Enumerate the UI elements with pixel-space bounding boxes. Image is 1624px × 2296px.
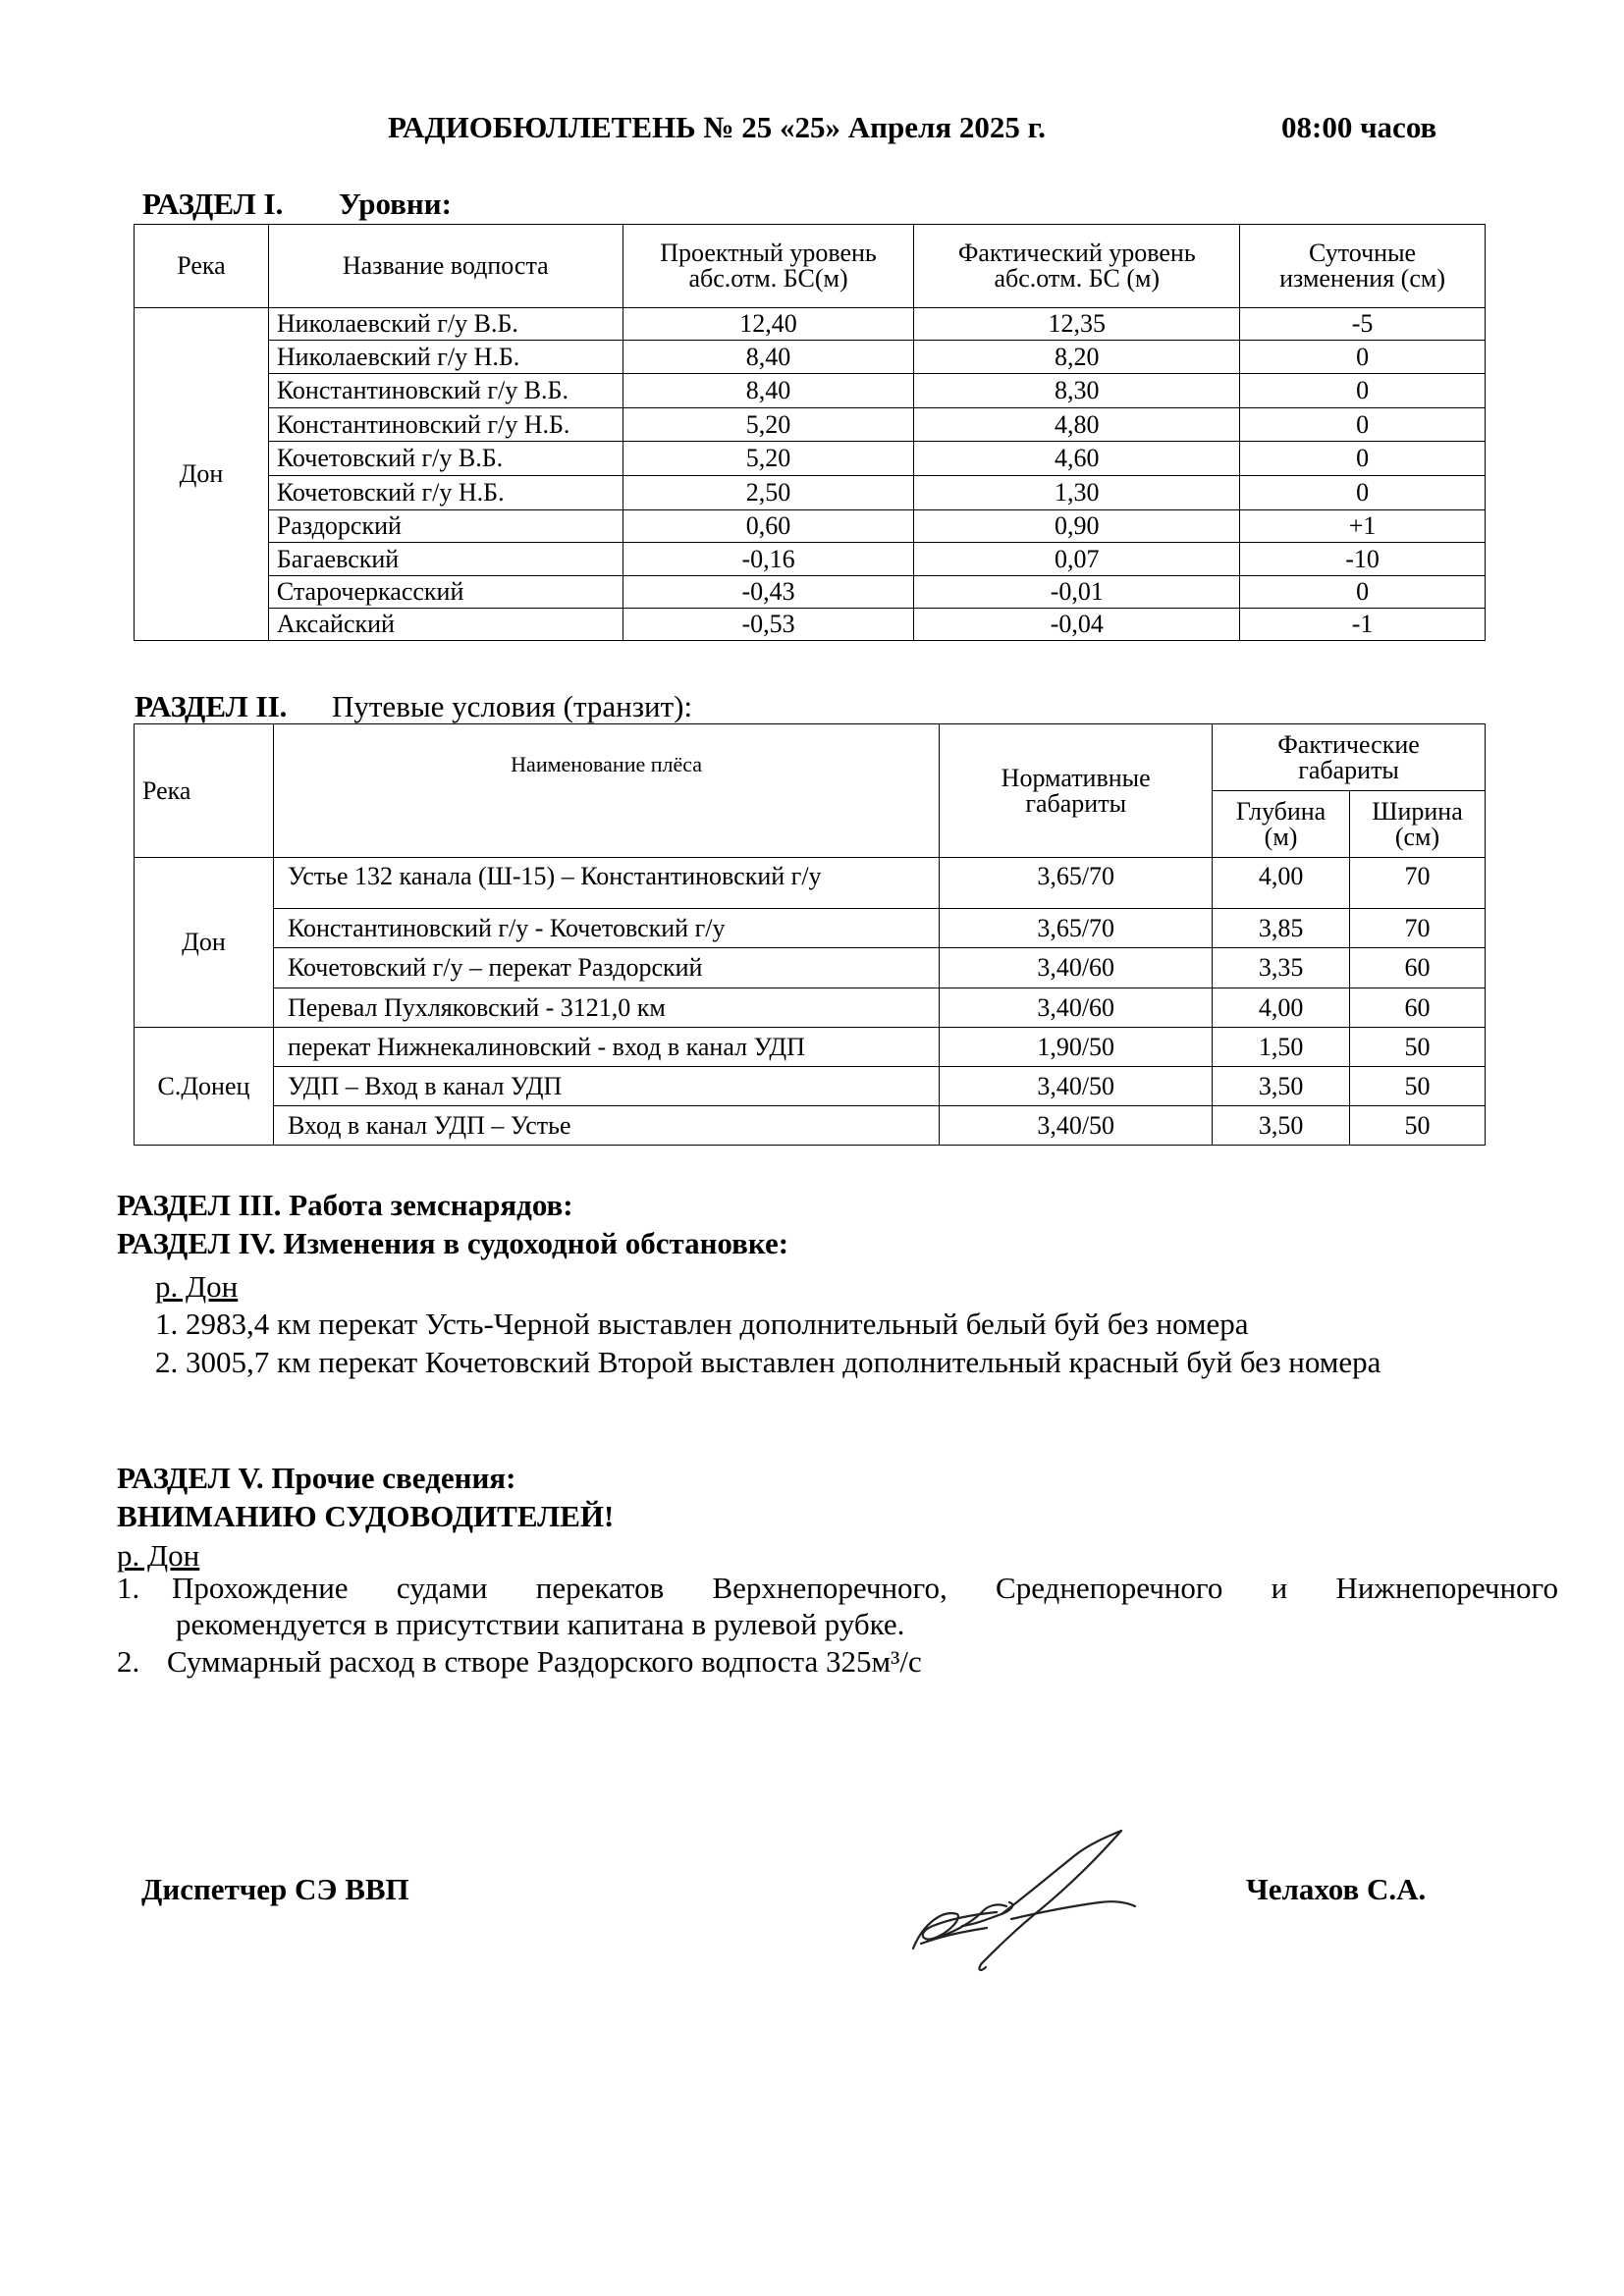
design-level: -0,43	[623, 576, 914, 609]
post-name: Константиновский г/у В.Б.	[268, 374, 623, 408]
actual-width: 60	[1350, 948, 1486, 988]
col-daily-change: Суточные изменения (см)	[1240, 225, 1486, 308]
reach-row	[135, 988, 1486, 1028]
col-width: Ширина (см)	[1350, 791, 1486, 858]
normative-dims: 3,40/50	[940, 1067, 1213, 1106]
actual-level: 8,30	[914, 374, 1240, 408]
design-level: 12,40	[623, 308, 914, 341]
normative-dims: 1,90/50	[940, 1028, 1213, 1067]
section-3-title: РАЗДЕЛ III. Работа земснарядов:	[117, 1188, 573, 1222]
normative-dims: 3,40/50	[940, 1106, 1213, 1146]
level-row	[135, 609, 1486, 641]
bulletin-time: 08:00 часов	[1281, 110, 1437, 144]
design-level: -0,16	[623, 543, 914, 576]
item-2-number: 2.	[117, 1644, 140, 1679]
design-level: 2,50	[623, 476, 914, 510]
actual-depth: 1,50	[1213, 1028, 1350, 1067]
reach-name: УДП – Вход в канал УДП	[273, 1067, 939, 1106]
actual-width: 70	[1350, 909, 1486, 948]
levels-table	[134, 224, 1486, 641]
section-4-item-1: 1. 2983,4 км перекат Усть-Черной выставлен дополнительный белый буй без номера	[155, 1307, 1249, 1341]
normative-dims: 3,65/70	[940, 909, 1213, 948]
col-river: Река	[135, 724, 274, 858]
signature	[903, 1816, 1159, 1983]
actual-width: 60	[1350, 988, 1486, 1028]
bulletin-title: РАДИОБЮЛЛЕТЕНЬ № 25 «25» Апреля 2025 г.	[388, 110, 1046, 144]
actual-level: 4,80	[914, 408, 1240, 442]
daily-change: 0	[1240, 341, 1486, 374]
actual-depth: 3,50	[1213, 1106, 1350, 1146]
col-actual-dims: Фактические габариты	[1213, 724, 1486, 791]
col-design-level: Проектный уровень абс.отм. БС(м)	[623, 225, 914, 308]
actual-level: -0,01	[914, 576, 1240, 609]
col-river: Река	[135, 225, 269, 308]
item-1-number: 1.	[117, 1571, 140, 1605]
level-row	[135, 543, 1486, 576]
item-1-line-2: рекомендуется в присутствии капитана в рулевой рубке.	[176, 1607, 905, 1641]
section-4-river: р. Дон	[155, 1269, 239, 1304]
col-post-name: Название водпоста	[268, 225, 623, 308]
actual-level: 0,07	[914, 543, 1240, 576]
actual-level: 1,30	[914, 476, 1240, 510]
daily-change: 0	[1240, 442, 1486, 476]
daily-change: 0	[1240, 408, 1486, 442]
actual-level: 0,90	[914, 510, 1240, 543]
post-name: Старочеркасский	[268, 576, 623, 609]
normative-dims: 3,40/60	[940, 988, 1213, 1028]
design-level: -0,53	[623, 609, 914, 641]
reach-name: Устье 132 канала (Ш-15) – Константиновский г/у	[273, 858, 939, 909]
design-level: 5,20	[623, 442, 914, 476]
col-normative: Нормативные габариты	[940, 724, 1213, 858]
river-cell: Дон	[135, 858, 274, 1028]
level-row	[135, 408, 1486, 442]
level-row	[135, 476, 1486, 510]
actual-width: 50	[1350, 1028, 1486, 1067]
normative-dims: 3,40/60	[940, 948, 1213, 988]
daily-change: 0	[1240, 374, 1486, 408]
reach-name: Вход в канал УДП – Устье	[273, 1106, 939, 1146]
col-actual-level: Фактический уровень абс.отм. БС (м)	[914, 225, 1240, 308]
reach-row	[135, 1028, 1486, 1067]
actual-depth: 4,00	[1213, 858, 1350, 909]
design-level: 5,20	[623, 408, 914, 442]
reach-row	[135, 1067, 1486, 1106]
normative-dims: 3,65/70	[940, 858, 1213, 909]
section-5-title: РАЗДЕЛ V. Прочие сведения:	[117, 1461, 516, 1495]
daily-change: -5	[1240, 308, 1486, 341]
reach-name: Перевал Пухляковский - 3121,0 км	[273, 988, 939, 1028]
dispatcher-name: Челахов С.А.	[1246, 1872, 1427, 1906]
attention-heading: ВНИМАНИЮ СУДОВОДИТЕЛЕЙ!	[117, 1499, 615, 1533]
reach-name: Кочетовский г/у – перекат Раздорский	[273, 948, 939, 988]
actual-level: 8,20	[914, 341, 1240, 374]
actual-width: 50	[1350, 1067, 1486, 1106]
post-name: Кочетовский г/у В.Б.	[268, 442, 623, 476]
level-row	[135, 341, 1486, 374]
reach-name: Константиновский г/у - Кочетовский г/у	[273, 909, 939, 948]
section-1-name: Уровни:	[339, 187, 452, 221]
actual-width: 70	[1350, 858, 1486, 909]
actual-level: 4,60	[914, 442, 1240, 476]
levels-header-row	[135, 225, 1486, 308]
item-1-line-1: Прохождение судами перекатов Верхнепоречного, Среднепоречного и Нижнепоречного	[172, 1571, 1558, 1605]
actual-depth: 4,00	[1213, 988, 1350, 1028]
post-name: Багаевский	[268, 543, 623, 576]
section-1-number: РАЗДЕЛ I.	[142, 187, 284, 221]
river-cell: С.Донец	[135, 1028, 274, 1146]
section-5-river: р. Дон	[117, 1538, 200, 1573]
daily-change: -1	[1240, 609, 1486, 641]
actual-depth: 3,50	[1213, 1067, 1350, 1106]
level-row	[135, 576, 1486, 609]
dispatcher-position: Диспетчер СЭ ВВП	[141, 1872, 409, 1906]
section-2-name: Путевые условия (транзит):	[332, 689, 693, 723]
post-name: Николаевский г/у В.Б.	[268, 308, 623, 341]
daily-change: +1	[1240, 510, 1486, 543]
section-4-title: РАЗДЕЛ IV. Изменения в судоходной обстановке:	[117, 1226, 789, 1260]
actual-depth: 3,35	[1213, 948, 1350, 988]
post-name: Константиновский г/у Н.Б.	[268, 408, 623, 442]
level-row	[135, 442, 1486, 476]
design-level: 8,40	[623, 341, 914, 374]
actual-level: -0,04	[914, 609, 1240, 641]
design-level: 8,40	[623, 374, 914, 408]
section-4-item-2: 2. 3005,7 км перекат Кочетовский Второй выставлен дополнительный красный буй без номера	[155, 1345, 1381, 1379]
daily-change: 0	[1240, 576, 1486, 609]
item-2-text: Суммарный расход в створе Раздорского водпоста 325м³/с	[167, 1644, 922, 1679]
route-conditions-table	[134, 723, 1486, 1146]
section-2-number: РАЗДЕЛ II.	[135, 689, 288, 723]
level-row	[135, 374, 1486, 408]
reach-row	[135, 1106, 1486, 1146]
post-name: Кочетовский г/у Н.Б.	[268, 476, 623, 510]
col-depth: Глубина (м)	[1213, 791, 1350, 858]
daily-change: 0	[1240, 476, 1486, 510]
actual-width: 50	[1350, 1106, 1486, 1146]
design-level: 0,60	[623, 510, 914, 543]
post-name: Аксайский	[268, 609, 623, 641]
level-row	[135, 510, 1486, 543]
actual-level: 12,35	[914, 308, 1240, 341]
reach-row	[135, 909, 1486, 948]
reach-name: перекат Нижнекалиновский - вход в канал УДП	[273, 1028, 939, 1067]
post-name: Николаевский г/у Н.Б.	[268, 341, 623, 374]
actual-depth: 3,85	[1213, 909, 1350, 948]
col-reach-name: Наименование плёса	[273, 724, 939, 858]
river-cell: Дон	[135, 308, 269, 641]
post-name: Раздорский	[268, 510, 623, 543]
reach-row	[135, 948, 1486, 988]
reach-row	[135, 858, 1486, 909]
level-row	[135, 308, 1486, 341]
daily-change: -10	[1240, 543, 1486, 576]
